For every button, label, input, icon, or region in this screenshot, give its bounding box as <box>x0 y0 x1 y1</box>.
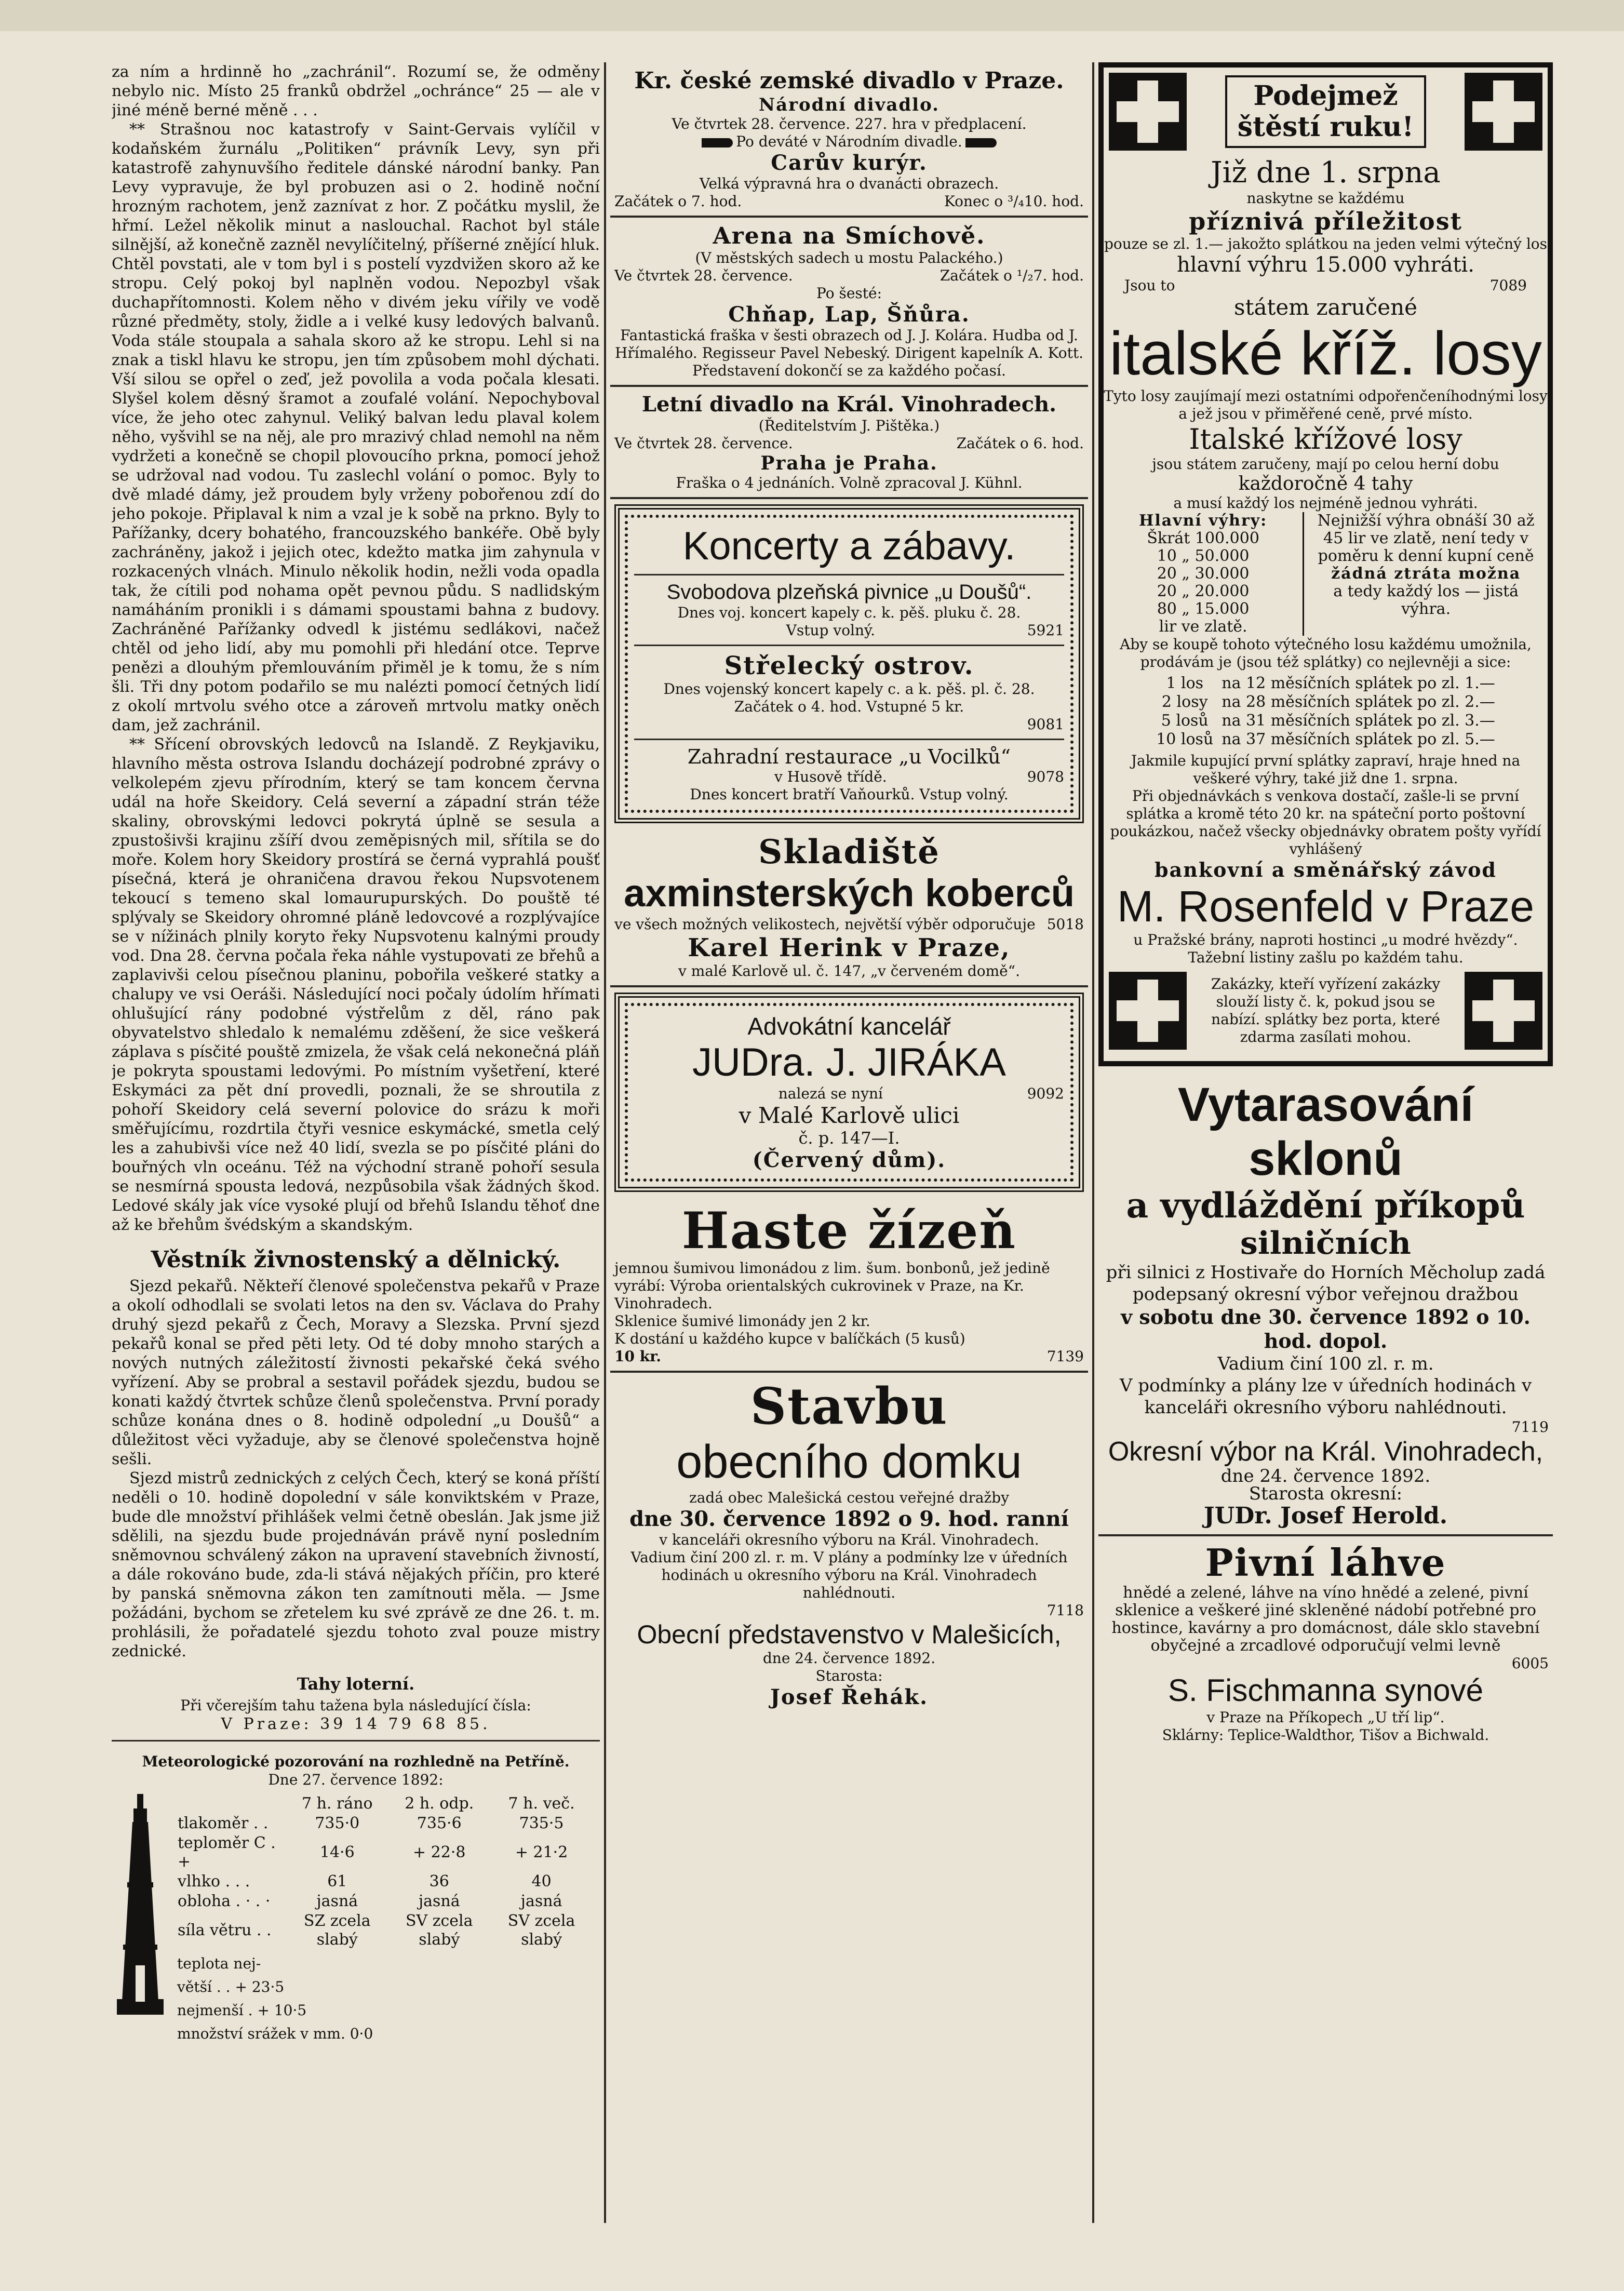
bottles-num: 6005 <box>1511 1655 1549 1672</box>
lottery-italian: Italské křížové losy <box>1189 423 1462 455</box>
building-text3: Vadium činí 200 zl. r. m. V plány a podmínky lze v úředních hodinách u okresního výboru na Král. Vinohradech nahlédnouti. <box>630 1549 1068 1601</box>
lottery-big-title: italské kříž. losy <box>1109 319 1542 388</box>
arena-play: Chňap, Lap, Šňůra. <box>728 302 970 327</box>
prize-row: 80 „ 15.000 <box>1157 600 1250 618</box>
theatre-end: Konec o ³/₄10. hod. <box>944 193 1084 210</box>
lottery-list: Tažební listiny zašlu po každém tahu. <box>1188 949 1464 966</box>
lawyer-name: JUDra. J. JIRÁKA <box>692 1040 1006 1084</box>
concert3-num: 9078 <box>1027 768 1064 785</box>
lottery-ad <box>1098 62 1553 1066</box>
prize-row: 10 „ 50.000 <box>1157 547 1250 565</box>
road-date: v sobotu dne 30. července 1892 o 10. hod. dopol. <box>1121 1305 1531 1352</box>
lottery-offer: naskytne se každému <box>1246 190 1405 207</box>
column-rule <box>1092 62 1094 2223</box>
building-text1: zadá obec Malešická cestou veřejné dražby <box>689 1489 1010 1506</box>
meteo-row: obloha . · . · jasná jasná jasná <box>178 1892 562 1910</box>
left-column <box>112 62 600 2223</box>
prize-note: Nejnižší výhra obnáší 30 až 45 lir ve zlatě, není tedy v poměru k denní kupní ceně <box>1317 512 1535 565</box>
lottery-bank: bankovní a směnářský závod <box>1155 858 1497 881</box>
lemonade-num: 7139 <box>1046 1348 1084 1365</box>
lawyer-num: 9092 <box>1027 1085 1064 1102</box>
summer-desc: Fraška o 4 jednáních. Volně zpracoval J. Kühnl. <box>676 474 1023 491</box>
lawyer-street: v Malé Karlově ulici <box>739 1103 960 1128</box>
lottery-footnote: Zakázky, kteří vyřízení zakázky slouží listy č. k, pokud jsou se nabízí. splátky bez porta, které zdarma zasílati mohou. <box>1211 975 1441 1046</box>
road-signature-name: JUDr. Josef Herold. <box>1203 1503 1448 1529</box>
prize-row: Škrát 100.000 <box>1147 529 1259 547</box>
arena-date: Ve čtvrtek 28. července. <box>614 267 793 284</box>
meteo-row: tlakoměr . . 735·0 735·6 735·5 <box>178 1814 564 1832</box>
road-works-ad <box>1098 1073 1553 1536</box>
theatre-play: Carův kurýr. <box>771 151 928 175</box>
lawyer-title: Advokátní kancelář <box>747 1013 951 1040</box>
road-signature-date: dne 24. července 1892. <box>1220 1466 1431 1486</box>
middle-column <box>610 62 1088 2223</box>
theatre-ad <box>610 62 1088 218</box>
building-signature-date: dne 24. července 1892. <box>762 1650 936 1667</box>
lottery-ad-title: Podejmež štěstí ruku! <box>1225 75 1426 148</box>
road-signature-office: Okresní výbor na Král. Vinohradech, <box>1108 1437 1544 1467</box>
lottery-chance: příznivá příležitost <box>1189 207 1462 235</box>
building-date: dne 30. července 1892 o 9. hod. ranní <box>629 1507 1069 1531</box>
road-signature-role: Starosta okresní: <box>1249 1483 1403 1504</box>
prizes-title: Hlavní výhry: <box>1139 512 1268 530</box>
lottery-win: hlavní výhru 15.000 vyhráti. <box>1176 253 1474 277</box>
bottles-ad <box>1098 1536 1553 1749</box>
meteo-temp-label: teplota nej- <box>177 1955 261 1972</box>
arena-ad <box>610 218 1088 387</box>
meteo-row: síla větru . . SZ zcela slabý SV zcela slabý SV zcela slabý <box>178 1912 575 1949</box>
theatre-sub: Národní divadlo. <box>758 95 940 115</box>
meteo-title: Meteorologické pozorování na rozhledně na Petříně. <box>142 1753 570 1770</box>
arena-sixth: Po šesté: <box>816 285 882 302</box>
concerts-title: Koncerty a zábavy. <box>682 524 1016 568</box>
lawyer-now: nalezá se nyní <box>778 1085 883 1102</box>
concert1-num: 5921 <box>1027 622 1064 639</box>
cross-icon <box>1465 972 1542 1050</box>
cross-icon <box>1109 73 1187 151</box>
concert1-free: Vstup volný. <box>786 622 876 639</box>
prizes-currency: lir ve zlatě. <box>1159 618 1247 636</box>
pointing-hand-icon <box>702 138 733 148</box>
bottles-glassworks: Sklárny: Teplice-Waldthor, Tišov a Bichwald. <box>1162 1726 1489 1744</box>
lottery-text3: a musí každý los nejméně jednou vyhráti. <box>1173 494 1478 512</box>
page-top-edge <box>0 0 1624 31</box>
lottery-firm: M. Rosenfeld v Praze <box>1117 882 1534 931</box>
concerts-frame <box>614 504 1084 823</box>
lottery-text: Při včerejším tahu tažena byla následující čísla: <box>180 1697 531 1714</box>
section-heading: Věstník živnostenský a dělnický. <box>151 1247 561 1273</box>
article-paragraph: Sjezd pekařů. Někteří členové společenstva pekařů v Praze a okolí odhodlali se svolati letos na den sv. Václava do Prahy druhý sjezd pekařů z Čech, Moravy a Slezska. První sjezd pekařů konal se před pěti lety. Od té doby mnoho starých a nových nutných záležitostí živnosti pekařské čeká svého vyřízení. Aby se probral a sestavil pořádek sjezdu, budou se konati každý čtvrtek schůze členů společenstva. První porady schůze konána dnes o 8. hodině odpolední „u Doušů“ a důležitost věci vyžaduje, aby se členové společenstva hojně sešli. <box>112 1277 600 1468</box>
article-paragraph: ** Sřícení obrovských ledovců na Islandě. Z Reykjaviku, hlavního města ostrova Islandu docházejí podrobné zprávy o velkolepém zjevu přírodním, který se tam koncem června udál na hoře Skeidory. Celá severní a západní strán téže skaliny, obrovskými ledovci pokrytá úplně se sesula a zpustošivši krajinu zšíří dvou zeměpisných mil, sřítila se do moře. Kolem hory Skeidory prostírá se černá vyprahlá poušť písečná, která je ohraničena dravou řekou Nupsvotenem tekoucí s temeno skal lomaurupurských. Do pouště té splývaly se Skeidory ohromné pláně ledovcové a rozplývajíce se v nížinách plnily koryto řeky Nupsvotenu kalnými proudy vod. Dna 28. června počala řeka náhle vystupovati ze břehů a zaplavivši celou písečnou planinu, pobořila veškeré statky a chalupy ve vsi Oeráši. Následující noci počaly údolím hřímati ohlušující rány podobné výstřelům z děl, ráno pak obyvatelstvo shledalo k nemalému zděšení, že sice veškerá záplava s písčité pouště zmizela, že však celá nekonečná pláň je pokryta spoustami ledovými. Po místním vyšetření, které Eskymáci za pět dní provedli, poznali, že se shroutila z pohoří Skeidory celá severní polovice do srázu k moři směřujícímu, rozdrtila čtyři vesnice eskymácké, smetla celý les a zahubivši více než 40 lidí, svezla se po písčité pláni do bouřných vln oceánu. Též na východní straně pohoří sesula se nesmírná spousta ledová, nezpůsobila však žádných škod. Ledové skály jak více vysoké plují od břehů Islandu těhoť dne až ke břehům švédským a skandským. <box>112 735 600 1234</box>
concert3-title: Zahradní restaurace „u Vocilků“ <box>687 745 1011 768</box>
concert2-text: Dnes vojenský koncert kapely c. a k. pěš. pl. č. 28. Začátek o 4. hod. Vstupné 5 kr. <box>663 680 1035 715</box>
meteo-time: 2 h. odp. <box>405 1794 474 1813</box>
building-signature-office: Obecní představenstvo v Malešicích, <box>637 1620 1062 1649</box>
road-subtitle: a vydláždění příkopů <box>1126 1185 1525 1226</box>
lottery-date: Již dne 1. srpna <box>1211 156 1441 190</box>
lottery-state: státem zaručené <box>1234 294 1417 320</box>
prize-table <box>1104 512 1548 636</box>
summer-date: Ve čtvrtek 28. července. <box>614 435 793 452</box>
lottery-pay: pouze se zl. 1.— jakožto splátkou na jeden velmi výtečný los <box>1104 235 1548 252</box>
meteo-min: nejmenší . + 10·5 <box>177 2002 307 2019</box>
carpet-firm: Karel Herink v Praze, <box>688 933 1011 962</box>
building-signature-role: Starosta: <box>815 1667 883 1684</box>
road-title: Vytarasování sklonů <box>1177 1078 1474 1185</box>
lemonade-ad <box>610 1197 1088 1373</box>
building-num: 7118 <box>1046 1602 1084 1619</box>
installment-row: 5 losů na 31 měsíčních splátek po zl. 3.— <box>1161 712 1495 730</box>
arena-desc: Fantastická fraška v šesti obrazech od J. J. Kolára. Hudba od J. Hřímalého. Regisseur Pavel Nebeský. Dirigent kapelník A. Kott. <box>614 327 1084 361</box>
meteo-max: větší . . + 23·5 <box>177 1978 285 1995</box>
article-paragraph: Sjezd mistrů zednických z celých Čech, který se koná příští neděli o 10. hodině dopolední v sále konviktském v Praze, bude dle množství přihlášek velmi četně obeslán. Jak jsme již sdělili, na sjezdu bude projednáván právě nyní posledním sněmovnou schválený zákon na upravení stavebních živností, a dále rokováno bude, zda-li stává nějakých příčin, pro které by panská sněmovna zákon ten zamítnouti měla. — Jsme požádáni, bychom se zřetelem ku své zprávě ze dne 26. t. m. prohlásili, že pořadatelé sjezdu tohoto zval pouze mistry zednické. <box>112 1469 600 1660</box>
installment-row: 10 losů na 37 měsíčních splátek po zl. 5.— <box>1156 730 1495 748</box>
bottles-firm: S. Fischmanna synové <box>1168 1673 1483 1708</box>
building-ad <box>610 1373 1088 1714</box>
building-signature-name: Josef Řehák. <box>770 1685 929 1709</box>
bottles-address: v Praze na Příkopech „U tří lip“. <box>1206 1709 1445 1726</box>
bottles-title: Pivní láhve <box>1205 1540 1446 1585</box>
installment-row: 1 los na 12 měsíčních splátek po zl. 1.— <box>1166 674 1495 692</box>
arena-sub: (V městských sadech u mostu Palackého.) <box>695 249 1003 266</box>
concert2-num: 9081 <box>1027 716 1064 733</box>
building-text2: v kanceláři okresního výboru na Král. Vinohradech. <box>659 1531 1039 1548</box>
lottery-numbers: V Praze: 39 14 79 68 85. <box>221 1715 491 1733</box>
pointing-hand-icon <box>965 138 997 148</box>
cross-icon <box>1465 73 1542 151</box>
lemonade-glass: Sklenice šumivé limonády jen 2 kr. <box>614 1312 870 1330</box>
arena-note: Představení dokončí se za každého počasí. <box>692 362 1006 379</box>
meteo-rain: množství srážek v mm. 0·0 <box>177 2025 373 2042</box>
building-subtitle: obecního domku <box>676 1436 1022 1488</box>
bottles-text: hnědé a zelené, láhve na víno hnědé a zelené, pivní sklenice a veškeré jiné skleněné nádobí potřebné pro hostince, kavárny a pro domácnost, dále sklo stavební obyčejné a zrcadlové odporučují velmi levně <box>1111 1584 1540 1655</box>
lottery-text4: Aby se koupě tohoto výtečného losu každému umožnila, prodávám je (jsou též splátky) co nejlevněji a sice: <box>1120 636 1532 671</box>
lottery-text5: Jakmile kupující první splátky zapraví, hraje hned na veškeré výhry, také již dne 1. srpna. <box>1131 752 1521 787</box>
road-text3: V podmínky a plány lze v úředních hodinách v kanceláři okresního výboru nahlédnouti. <box>1119 1375 1532 1418</box>
theatre-desc: Velká výpravná hra o dvanácti obrazech. <box>699 175 999 192</box>
lemonade-text: jemnou šumivou limonádou z lim. šum. bonbonů, jež jedině vyrábí: Výroba orientalských cukrovinek v Praze, na Kr. Vinohradech. <box>614 1260 1050 1312</box>
summer-theatre-ad <box>610 387 1088 499</box>
building-title: Stavbu <box>750 1377 948 1436</box>
theatre-after: Po deváté v Národním divadle. <box>614 133 1084 151</box>
summer-title: Letní divadlo na Král. Vinohradech. <box>641 392 1057 417</box>
lemonade-buy: K dostání u každého kupce v balíčkách (5 kusů) <box>614 1330 965 1347</box>
lemonade-title: Haste žízeň <box>681 1201 1017 1260</box>
carpet-text: ve všech možných velikostech, největší výběr odporučuje <box>614 916 1036 933</box>
article-paragraph: ** Strašnou noc katastrofy v Saint-Gervais vylíčil v kodaňském žurnálu „Politiken“ právník Levy, syn při katastrofě zahynuvšího ředitele dánské národní banky. Pan Levy vypravuje, že byl probuzen asi o 2. hodině noční hrozným rachotem, jenž zaznívat z hor. Z počátku myslil, že hřmí. Ležel několik minut a naslouchal. Rachot byl stále silnější, až konečně zazněl nevylíčitelný, příšerné znějící hluk. Chtěl povstati, ale v tom byl i s postelí vyzdvižen skoro až ke stropu. Celý pokoj byl naplněn vodou. Nepozbyl však duchapřítomnosti. Kolem něho v divém jeku vířily ve vodě různé předměty, stoly, židle a i velké kusy ledových balvanů. Voda stále stoupala a sahala skoro až ke stropu. Lehl si na znak a tiskl hlavu ke stropu, jen tím způsobem mohl dýchati. Vší silou se opřel o zeď, jež povolila a voda počala klesati. Slyšel kolem děsný šramot a zoufalé volání. Nepochyboval více, že jeho otec zahynul. Veliký balvan ledu plaval kolem něho, vyšvihl se na něj, ale pro mrazivý chlad nemohl na něm vydržeti a konečně se chopil plovoucího prkna, pomocí jehož se udržoval nad vodou. Tu zaslechl volání o pomoc. Byly to dvě mladé dámy, jež proudem byly vrženy pobořenou zdí do jeho pokoje. Připlaval k nim a vzal je k sobě na prkno. Byly to Pařížanky, dcery bohatého, francouzského bankéře. Obě byly zachráněny, jakož i jejich otec, kdežto matka jim zahynula v rozkacených vlnách. Minulo několik hodin, nežli voda opadla tak, že cítili pod nohama opět pevnou půdu. S nadlidským namáháním pronikli i s dámami spoustami bahna z budovy. Zachráněné Pařížanky odvedl k jistému sedlákovi, načež chtěl od jeho lidí, aby mu pomohli při hledání otce. Teprve penězi a dlouhým přemlouváním přiměl je k tomu, že s ním šli. Tři dny potom podařilo se mu nalézti pomocí četných lidí z okolí mrtvolu svého otce a zároveň mrtvolu matky oněch dam, jež zachránil. <box>112 120 600 734</box>
road-num: 7119 <box>1511 1418 1549 1436</box>
lottery-address: u Pražské brány, naproti hostinci „u modré hvězdy“. <box>1133 931 1518 948</box>
article-paragraph: za ním a hrdinně ho „zachránil“. Rozumí se, že odměny nebylo nic. Místo 25 franků obdržel „ochránce“ 25 — ale v jiné méně berné měně . . . <box>112 63 600 119</box>
lemonade-price: 10 kr. <box>614 1348 662 1365</box>
meteo-block <box>112 1794 600 2043</box>
meteo-time: 7 h. več. <box>508 1794 575 1813</box>
carpet-num: 5018 <box>1046 916 1084 933</box>
road-text1: při silnici z Hostivaře do Horních Měcholup zadá podepsaný okresní výbor veřejnou dražbou <box>1106 1262 1546 1305</box>
right-column <box>1098 62 1553 2223</box>
road-text2: Vadium činí 100 zl. r. m. <box>1217 1354 1434 1374</box>
concert2-title: Střelecký ostrov. <box>724 651 974 680</box>
installment-row: 2 losy na 28 měsíčních splátek po zl. 2.— <box>1161 693 1495 711</box>
cross-icon <box>1109 972 1187 1050</box>
prize-row: 20 „ 20.000 <box>1157 582 1250 600</box>
lawyer-frame <box>614 993 1084 1192</box>
lottery-text6: Při objednávkách s venkova dostačí, zašle-li se první splátka a kromě této 20 kr. na spáteční porto poštovní poukázkou, načež všecky objednávky obratem pošty vyřídí vyhlášený <box>1110 787 1541 858</box>
concert3-text: Dnes koncert bratří Vaňourků. Vstup volný. <box>690 786 1009 803</box>
carpet-title: Skladiště <box>758 833 940 872</box>
lottery-text2: jsou státem zaručeny, mají po celou herní dobu <box>1152 455 1499 473</box>
carpet-address: v malé Karlově ul. č. 147, „v červeném domě“. <box>678 962 1020 980</box>
lottery-draws: každoročně 4 tahy <box>1238 473 1413 494</box>
lottery-until: Jsou to <box>1124 277 1175 294</box>
concert1-text: Dnes voj. koncert kapely c. k. pěš. pluku č. 28. <box>677 604 1021 621</box>
prize-no-loss: žádná ztráta možna <box>1331 565 1521 583</box>
arena-title: Arena na Smíchově. <box>713 223 986 249</box>
lottery-title: Tahy loterní. <box>297 1674 415 1694</box>
meteo-row: vlhko . . . 61 36 40 <box>178 1872 552 1891</box>
meteo-time: 7 h. ráno <box>301 1794 373 1813</box>
carpet-subtitle: axminsterských koberců <box>624 872 1075 915</box>
meteo-table <box>177 1794 593 1950</box>
summer-sub: (Ředitelstvím J. Pištěka.) <box>758 417 940 434</box>
theatre-start: Začátek o 7. hod. <box>614 193 742 210</box>
petrin-tower-icon <box>112 1794 169 2022</box>
meteo-date: Dne 27. července 1892: <box>268 1771 444 1788</box>
prize-each: a tedy každý los — jistá výhra. <box>1333 582 1519 618</box>
arena-start: Začátek o ¹/₂7. hod. <box>939 267 1084 284</box>
lottery-text1: Tyto losy zaujímají mezi ostatními odpořenčeníhodnými losy a jež jsou v přiměřené ceně, prvé místo. <box>1104 387 1548 422</box>
column-rule <box>604 62 606 2223</box>
carpet-ad <box>610 828 1088 987</box>
theatre-line: Ve čtvrtek 28. července. 227. hra v předplacení. <box>672 115 1027 132</box>
summer-play: Praha je Praha. <box>760 452 938 474</box>
lottery-num: 7089 <box>1489 277 1527 294</box>
prize-row: 20 „ 30.000 <box>1157 565 1250 583</box>
lawyer-cp: č. p. 147—I. <box>798 1128 900 1148</box>
road-subtitle2: silničních <box>1240 1225 1411 1262</box>
theatre-title: Kr. české zemské divadlo v Praze. <box>634 68 1064 94</box>
installment-table <box>1152 674 1499 749</box>
concert3-loc: v Husově třídě. <box>774 768 887 785</box>
concert1-title: Svobodova plzeňská pivnice „u Doušů“. <box>666 581 1032 604</box>
meteo-row: teploměr C . + 14·6 + 22·8 + 21·2 <box>178 1834 568 1871</box>
lawyer-house: (Červený dům). <box>752 1148 946 1172</box>
summer-start: Začátek o 6. hod. <box>956 435 1084 452</box>
